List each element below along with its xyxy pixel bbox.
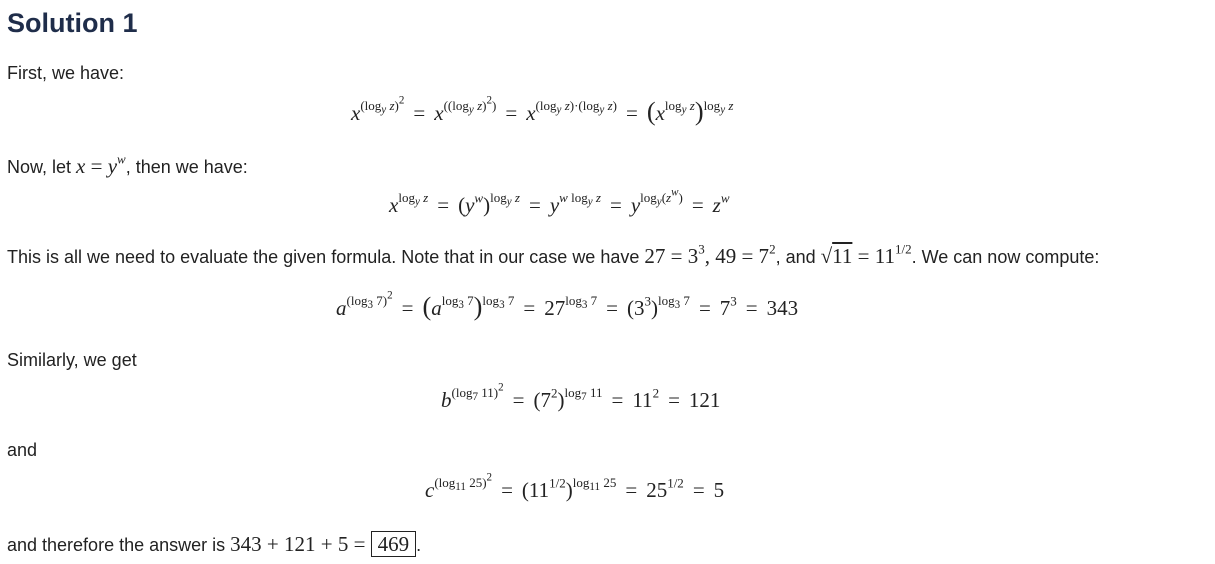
solution-title: Solution 1 <box>7 8 138 38</box>
answer-sum: 343 + 121 + 5 = <box>230 532 371 556</box>
paragraph-answer: and therefore the answer is 343 + 121 + 5 = 469 . <box>7 532 422 556</box>
inline-math-powers: $27 = 3^3$, $49 = 7^2$ <box>644 241 776 268</box>
paragraph-and: and <box>7 440 38 460</box>
paragraph-let: Now, let $x = y^w$, then we have: <box>7 151 248 178</box>
final-answer-box: 469 <box>371 531 417 557</box>
equation-5: $c^{(log_{11} 25)^2}= (11^{1/2})^{log_{11} 25} = 25^{1/2} = 5$ <box>425 471 725 502</box>
equation-2: $x^{log_y z} = (y^w)^{log_y z} = y^{w log_y z} = y^{log_y(z^w)} = z^w$ <box>389 186 730 217</box>
equation-4: $b^{(log_7 11)^2}= (7^2)^{log_7 11} = 11^2 = 121$ <box>441 381 721 412</box>
equation-3: $a^{(log_3 7)^2}= (a^{log_3 7})^{log_3 7} = 27^{log_3 7} = (3^3)^{log_3 7} = 7^3 = 343$ <box>336 289 799 321</box>
sqrt-icon: √ <box>820 244 833 268</box>
paragraph-first: First, we have: <box>7 63 125 83</box>
equation-1: $x^{(log_y z)^2}= x^{((log_y z)^2)} = x^{(log_y z)\cdot(log_y z)} = (x^{log_y z})^{log_y z}$ <box>351 94 734 126</box>
inline-math-sqrt: $√11 = 11^{1/2}$ <box>820 241 912 268</box>
paragraph-note: This is all we need to evaluate the given formula. Note that in our case we have $27 = 3^3$, $49 = 7^2$, and $√11 = 11^{1/2}$. We can now compute: <box>7 241 1100 268</box>
inline-math-substitution: $x = y^w$ <box>76 151 126 178</box>
paragraph-similarly: Similarly, we get <box>7 350 137 370</box>
